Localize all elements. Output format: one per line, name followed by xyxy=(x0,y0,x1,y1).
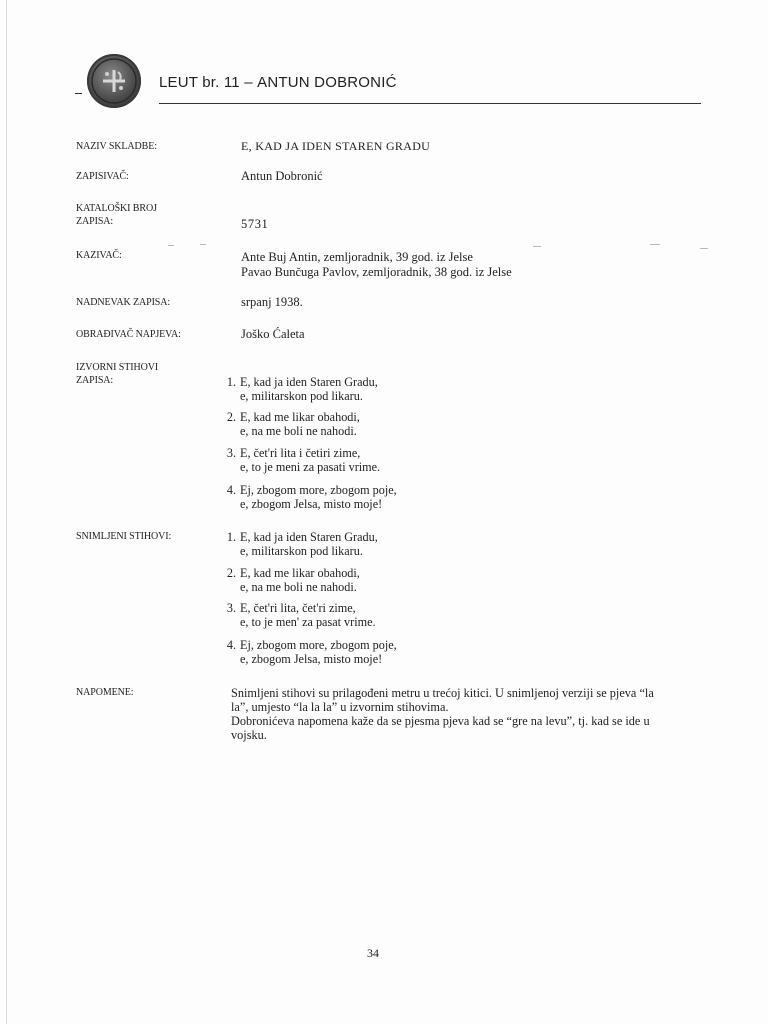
snimljeni-label: SNIMLJENI STIHOVI: xyxy=(76,531,172,542)
izvorni-stanza-4 xyxy=(214,483,397,511)
stanza-line: e, zbogom Jelsa, misto moje! xyxy=(240,652,383,666)
katalog-label-2: ZAPISA: xyxy=(76,216,114,227)
page-number: 34 xyxy=(367,946,379,960)
kazivac-value-1: Ante Buj Antin, zemljoradnik, 39 god. iz Jelse xyxy=(241,250,473,264)
page-header xyxy=(75,52,705,108)
scan-mark xyxy=(200,244,206,245)
stanza-line: e, militarskon pod likaru. xyxy=(240,389,363,403)
snimljeni-stanza-1 xyxy=(214,530,378,558)
stanza-number: 4. xyxy=(226,483,236,497)
katalog-value: 5731 xyxy=(241,217,269,231)
izvorni-stanza-2 xyxy=(214,410,360,438)
stanza-line: e, to je men' za pasat vrime. xyxy=(240,615,376,629)
stanza-number: 1. xyxy=(226,530,236,544)
stanza-line: e, to je meni za pasati vrime. xyxy=(240,460,381,474)
stanza-line: E, kad ja iden Staren Gradu, xyxy=(240,375,378,389)
izvorni-label-1: IZVORNI STIHOVI xyxy=(76,362,159,373)
stanza-line: E, čet'ri lita i četiri zime, xyxy=(240,446,361,460)
stanza-number: 2. xyxy=(226,566,236,580)
napomene-label: NAPOMENE: xyxy=(76,687,134,698)
stanza-number: 2. xyxy=(226,410,236,424)
header-rule xyxy=(159,103,701,104)
series-label: LEUT br. 11 – xyxy=(159,74,258,91)
stanza-line: Ej, zbogom more, zbogom poje, xyxy=(240,483,397,497)
scan-mark xyxy=(700,248,708,249)
naziv-value: E, KAD JA IDEN STAREN GRADU xyxy=(241,139,431,153)
nadnevak-value: srpanj 1938. xyxy=(241,295,303,309)
note-line: la”, umjesto “la la la” u izvornim stihovima. xyxy=(231,700,449,714)
scan-mark xyxy=(168,245,174,246)
naziv-label: NAZIV SKLADBE: xyxy=(76,141,157,152)
note-line: Snimljeni stihovi su prilagođeni metru u trećoj kitici. U snimljenoj verziji se pjeva “la xyxy=(231,686,654,700)
napomene-text xyxy=(231,686,706,742)
kazivac-value-2: Pavao Bunčuga Pavlov, zemljoradnik, 38 god. iz Jelse xyxy=(241,265,512,279)
zapisivac-label: ZAPISIVAČ: xyxy=(76,171,129,182)
stanza-line: e, na me boli ne nahodi. xyxy=(240,580,357,594)
stanza-line: E, čet'ri lita, čet'ri zime, xyxy=(240,601,356,615)
stanza-number: 3. xyxy=(226,601,236,615)
katalog-label-1: KATALOŠKI BROJ xyxy=(76,203,157,214)
composer-name: ANTUN DOBRONIĆ xyxy=(257,74,397,91)
izvorni-stanza-1 xyxy=(214,375,378,403)
coin-seal-icon xyxy=(87,54,141,108)
izvorni-stanza-3 xyxy=(214,446,380,474)
snimljeni-stanza-3 xyxy=(214,601,376,629)
stanza-line: e, militarskon pod likaru. xyxy=(240,544,363,558)
scan-mark xyxy=(533,246,541,247)
zapisivac-value: Antun Dobronić xyxy=(241,169,323,183)
stanza-number: 3. xyxy=(226,446,236,460)
snimljeni-stanza-2 xyxy=(214,566,360,594)
obradivac-value: Joško Ćaleta xyxy=(241,327,305,341)
scan-mark xyxy=(650,244,660,245)
note-line: vojsku. xyxy=(231,728,267,742)
page-binding-edge xyxy=(6,0,7,1024)
obradivac-label: OBRAĐIVAČ NAPJEVA: xyxy=(76,329,181,340)
snimljeni-stanza-4 xyxy=(214,638,397,666)
note-line: Dobronićeva napomena kaže da se pjesma pjeva kad se “gre na levu”, tj. kad se ide u xyxy=(231,714,650,728)
header-title xyxy=(159,74,397,91)
stanza-line: e, na me boli ne nahodi. xyxy=(240,424,357,438)
stanza-line: E, kad me likar obahodi, xyxy=(240,566,360,580)
stanza-number: 4. xyxy=(226,638,236,652)
header-dash xyxy=(75,93,82,94)
nadnevak-label: NADNEVAK ZAPISA: xyxy=(76,297,171,308)
stanza-line: E, kad ja iden Staren Gradu, xyxy=(240,530,378,544)
kazivac-label: KAZIVAČ: xyxy=(76,250,122,261)
izvorni-label-2: ZAPISA: xyxy=(76,375,114,386)
stanza-line: E, kad me likar obahodi, xyxy=(240,410,360,424)
stanza-number: 1. xyxy=(226,375,236,389)
stanza-line: e, zbogom Jelsa, misto moje! xyxy=(240,497,383,511)
stanza-line: Ej, zbogom more, zbogom poje, xyxy=(240,638,397,652)
